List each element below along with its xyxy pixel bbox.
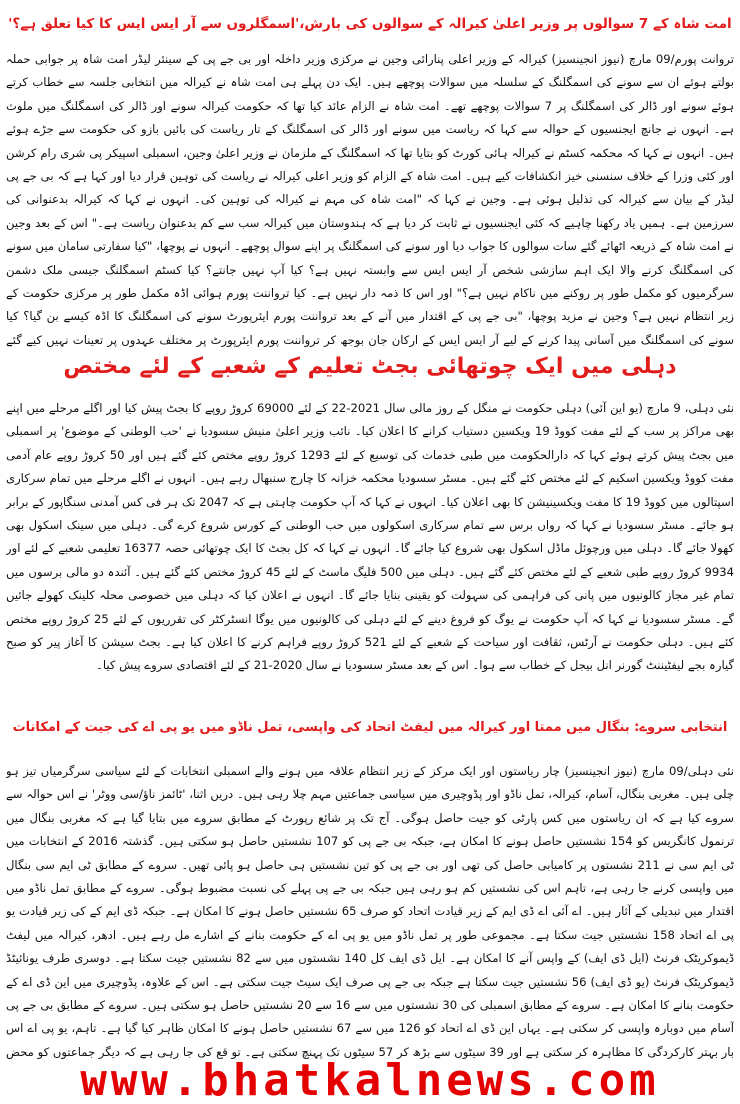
article-2-headline: دہلی میں ایک چوتھائی بجٹ تعلیم کے شعبے کے لئے مختص	[63, 354, 677, 379]
article-3-headline: انتخابی سروے: بنگال میں ممتا اور کیرالہ میں لیفٹ اتحاد کی واپسی، تمل ناڈو میں یو پی اے کی جیت کے امکانات	[12, 720, 728, 735]
article-3-body: نئی دہلی/09 مارچ (نیوز انجینسیز) چار ریاستوں اور ایک مرکز کے زیر انتظام علاقہ میں ہونے والے اسمبلی انتخابات کے لئے سیاسی سرگرمیاں تیز ہو چلی ہیں۔ مغربی بنگال، آسام، کیرالہ، تمل ناڈو اور پڈوچیری میں سیاسی جماعتیں مہم چلا رہی ہیں۔ دریں اثنا، 'ٹائمز ناؤ/سی ووٹر' نے اس حوالہ سے سروے کیا ہے کہ ان ریاستوں میں کس پارٹی کو جیت حاصل ہوگی۔ آج تک پر شائع رپورٹ کے مطابق سروے میں بتایا گیا ہے کہ مغربی بنگال میں ترنمول کانگریس کو 154 نشستیں حاصل ہونے کا امکان ہے، جبکہ بی جے پی کو 107 نشستیں حاصل ہو سکتی ہیں۔ گذشتہ 2016 کے انتخابات میں ٹی ایم سی نے 211 نشستوں پر کامیابی حاصل کی تھی اور بی جے پی کو تین نشستیں ہی حاصل ہو پائی تھیں۔ سروے کے مطابق ٹی ایم سی بنگال میں واپسی کرنے جا رہی ہے، تاہم اس کی نشستیں کم ہو رہی ہیں جبکہ بی جے پی پہلے کی نسبت مضبوط ہوگی۔ سروے کے مطابق تمل ناڈو میں اقتدار میں تبدیلی کے آثار ہیں۔ اے آئی اے ڈی ایم کے زیر قیادت اتحاد کو صرف 65 نشستیں حاصل ہونے کا امکان ہے۔ جبکہ ڈی ایم کے کی زیر قیادت یو پی اے اتحاد 158 نشستیں جیت سکتا ہے۔ مجموعی طور پر تمل ناڈو میں یو پی اے کے حکومت بنانے کے اشارے مل رہے ہیں۔ ادھر، کیرالہ میں لیفٹ ڈیموکریٹک فرنٹ (ایل ڈی ایف) کے واپس آنے کا امکان ہے۔ ایل ڈی ایف کل 140 نشستوں میں سے 82 نشستیں جیت سکتا ہے۔ دوسری طرف یونائیٹڈ ڈیموکریٹک فرنٹ (یو ڈی ایف) 56 نشستیں جیت سکتا ہے جبکہ بی جے پی صرف ایک سیٹ جیت سکتی ہے۔ اس کے علاوہ، پڈوچیری میں این ڈی اے کے حکومت بنانے کا امکان ہے۔ سروے کے مطابق اسمبلی کی 30 نشستوں میں سے 16 سے 20 نشستیں حاصل ہو سکتی ہیں۔ سروے کے مطابق بی جے پی آسام میں دوبارہ واپسی کر سکتی ہے۔ یہاں این ڈی اے اتحاد کو 126 میں سے 67 نشستیں حاصل ہونے کا امکان ظاہر کیا گیا ہے۔ تاہم، یو پی اے اس بار بہتر کارکردگی کا مظاہرہ کر سکتی ہے اور 39 سیٹوں سے بڑھ کر 57 سیٹوں تک پہنچ سکتی ہے۔ تو قع کی جا رہی ہے کہ دیگر جماعتوں کو محض	[6, 764, 734, 1059]
article-2-body: نئی دہلی، 9 مارچ (یو این آئی) دہلی حکومت نے منگل کے روز مالی سال 2021-22 کے لئے 69000 کروڑ روپے کا بجٹ پیش کیا اور اگلے مرحلے میں اپنے بھی مراکز پر سب کے لئے مفت کووڈ 19 ویکسین دستیاب کرانے کا اعلان کیا۔ نائب وزیر اعلیٰ منیش سسودیا نے 'حب الوطنی کے موضوع' پر اسمبلی میں بجٹ پیش کرتے ہوئے کہا کہ دارالحکومت میں طبی خدمات کی توسیع کے لئے 1293 کروڑ روپے مختص کئے گئے ہیں اور 50 کروڑ روپے عام آدمی مفت کووڈ ویکسین اسکیم کے لئے مختص کئے گئے ہیں۔ مسٹر سسودیا محکمہ خزانہ کا چارج سنبھال رہے ہیں۔ انہوں نے اگلے مرحلے میں تمام سرکاری اسپتالوں میں کووڈ 19 کا مفت ویکسینیشن کا بھی اعلان کیا۔ انہوں نے کہا کہ آپ حکومت چاہتی ہے کہ 2047 تک ہر فی کس آمدنی سنگاپور کے برابر ہو جائے۔ مسٹر سسودیا نے کہا کہ رواں برس سے تمام سرکاری اسکولوں میں حب الوطنی کے کورس شروع کرے گی۔ دہلی میں سینک اسکول بھی کھولا جائے گا۔ دہلی میں ورچوئل ماڈل اسکول بھی شروع کیا جائے گا۔ انہوں نے کہا کہ کل بجٹ کا ایک چوتھائی حصہ 16377 تعلیمی شعبے کے لئے اور 9934 کروڑ روپے طبی شعبے کے لئے مختص کئے گئے ہیں۔ دہلی میں 500 فلیگ ماسٹ کے لئے 45 کروڑ مختص کئے گئے ہیں۔ آئندہ دو مالی برسوں میں تمام غیر مجاز کالونیوں میں پانی کی فراہمی کی سہولت کو یقینی بنایا جائے گا۔ انہوں نے اعلان کیا کہ دہلی میں خصوصی محلہ کلینک کھولے جائیں گے۔ مسٹر سسودیا نے کہا کہ آپ حکومت نے یوگ کو فروغ دینے کے لئے دہلی کی کالونیوں میں یوگا انسٹرکٹر کی تقرریوں کے لئے 25 کروڑ روپے مختص کئے ہیں۔ دہلی حکومت نے آرٹس، ثقافت اور سیاحت کے شعبے کے لئے 521 کروڑ روپے فراہم کرنے کا اعلان کیا ہے۔ بجٹ سیشن کا آغاز پیر کو صبح گیارہ بجے لیفٹیننٹ گورنر انل بیجل کے خطاب سے ہوا۔ اس کے بعد مسٹر سسودیا نے سال 2020-21 کے لئے اقتصادی سروے پیش کیا۔	[6, 401, 734, 673]
site-url-footer: www.bhatkalnews.com	[80, 1058, 660, 1104]
article-1-body: تروانت پورم/09 مارچ (نیوز انجینسیز) کیرالہ کے وزیر اعلی پنارائی وجین نے مرکزی وزیر داخلہ اور بی جے پی کے سینئر لیڈر امت شاہ پر جوابی حملہ بولتے ہوئے ان سے سونے کی اسمگلنگ کے سلسلہ میں سوالات پوچھے ہیں۔ ایک دن پہلے ہی امت شاہ نے کیرالہ میں انتخابی جلسہ سے خطاب کرتے ہوئے سونے اور ڈالر کی اسمگلنگ پر 7 سوالات پوچھے تھے۔ امت شاہ نے الزام عائد کیا تھا کہ حکومت کیرالہ سونے اور ڈالر کی اسمگلنگ میں ملوث ہے۔ انہوں نے جانچ ایجنسیوں کے حوالہ سے کہا کہ ریاست میں سونے اور ڈالر کی اسمگلنگ کے تار ریاست کی بائیں بازو کی حکومت سے جڑے ہوئے ہیں۔ انہوں نے کہا کہ محکمہ کسٹم نے کیرالہ ہائی کورٹ کو بتایا تھا کہ اسمگلنگ کے ملزمان نے وزیر اعلیٰ وجین، اسمبلی اسپیکر پی شری رام کرشن اور کئی وزرا کے خلاف سنسنی خیز انکشافات کیے ہیں۔ امت شاہ کے الزام کو وزیر اعلی کیرالہ نے ریاست کی توہین قرار دیا اور کہا ہے کہ بی جے پی لیڈر کے بیان سے کیرالہ کی تذلیل ہوئی ہے۔ وجین نے کہا کہ "امت شاہ کی مہم نے کیرالہ کی توہین کی۔ انہوں نے کہا کہ کیرالہ بدعنوانی کی سرزمین ہے۔ ہمیں یاد رکھنا چاہیے کہ کئی ایجنسیوں نے ثابت کر دیا ہے کہ ہندوستان میں کیرالہ سب سے کم بدعنوان ریاست ہے۔" اس کے بعد وجین نے امت شاہ کے ذریعہ اٹھائے گئے سات سوالوں کا جواب دیا اور سونے کی اسمگلنگ پر اپنے سوال پوچھے۔ انہوں نے پوچھا، "کیا سفارتی سامان میں سونے کی اسمگلنگ کرنے والا ایک اہم سازشی شخص آر ایس ایس سے وابستہ نہیں ہے؟ کیا آپ نہیں جانتے؟ کیا کسٹم اسمگلنگ جیسی ملک دشمن سرگرمیوں کو مکمل طور پر روکنے میں ناکام نہیں ہے؟" اور اس کا ذمہ دار نہیں ہے۔ کیا ترواننت پورم ہوائی اڈہ مکمل طور پر مرکزی حکومت کے زیر انتظام نہیں ہے؟ وجین نے مزید پوچھا، "بی جے پی کے اقتدار میں آنے کے بعد ترواننت پورم ایئرپورٹ سونے کی اسمگلنگ کا اڈہ کیسے بن گیا؟ کیا سونے کی اسمگلنگ میں آسانی پیدا کرنے کے لیے آر ایس ایس کے ارکان جان بوجھ کر ترواننت پورم ایئرپورٹ پر مختلف عہدوں پر تعینات نہیں کیے گئے	[6, 52, 734, 347]
article-1-headline: امت شاہ کے 7 سوالوں پر وزیر اعلیٰ کیرالہ کے سوالوں کی بارش،'اسمگلروں سے آر ایس ایس کا کیا تعلق ہے؟'	[8, 16, 732, 32]
